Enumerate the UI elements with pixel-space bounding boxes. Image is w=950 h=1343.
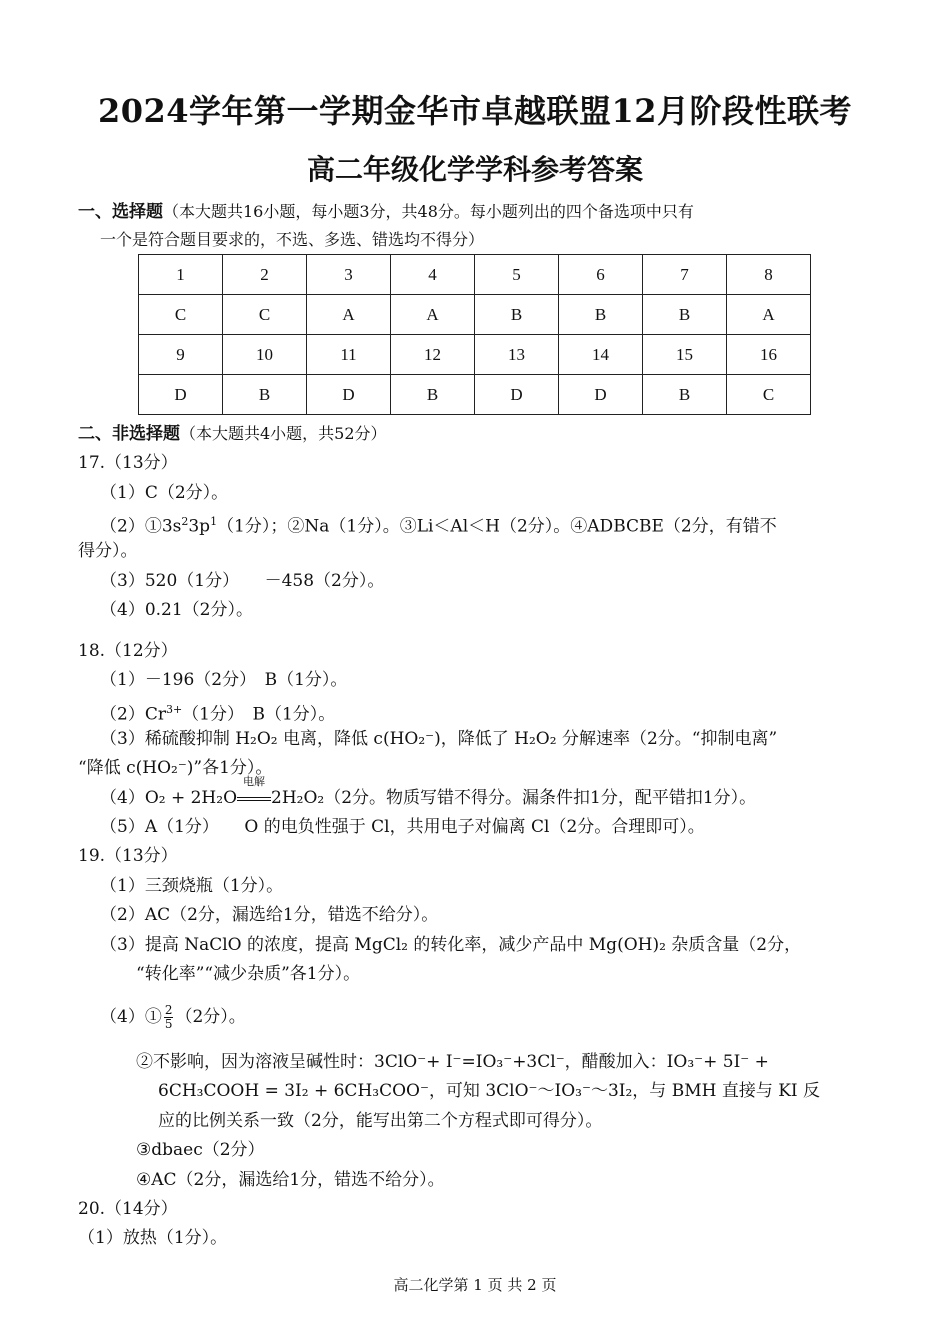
page-subtitle: 高二年级化学学科参考答案 bbox=[306, 153, 643, 186]
section2-note: （本大题共4小题，共52分） bbox=[180, 424, 387, 443]
q19-line5-cont2: 应的比例关系一致（2分，能写出第二个方程式即可得分）。 bbox=[158, 1111, 603, 1131]
q18-l2a: （2）Cr bbox=[100, 704, 166, 725]
electrolysis-condition bbox=[237, 775, 271, 809]
section1-heading-line bbox=[78, 201, 694, 223]
table-cell: C bbox=[727, 375, 811, 415]
fraction bbox=[164, 1004, 174, 1031]
table-cell: B bbox=[643, 295, 727, 335]
q17-l2a: （2）①3s bbox=[100, 516, 182, 537]
table-row bbox=[139, 375, 811, 415]
table-cell: D bbox=[139, 375, 223, 415]
q19-line3-cont: “转化率”“减少杂质”各1分）。 bbox=[136, 964, 361, 984]
q18-line2 bbox=[100, 699, 335, 726]
table-cell: 1 bbox=[139, 255, 223, 295]
table-cell: C bbox=[139, 295, 223, 335]
q19-line6: ③dbaec（2分） bbox=[136, 1140, 265, 1160]
table-cell: 14 bbox=[559, 335, 643, 375]
table-cell: 6 bbox=[559, 255, 643, 295]
table-cell: B bbox=[391, 375, 475, 415]
q17-line3: （3）520（1分） －458（2分）。 bbox=[100, 571, 385, 591]
q19-line4 bbox=[100, 1004, 246, 1031]
condition-label: 电解 bbox=[243, 775, 266, 788]
table-cell: 4 bbox=[391, 255, 475, 295]
q19-line7: ④AC（2分，漏选给1分，错选不给分）。 bbox=[136, 1170, 445, 1190]
q17-l2b: 3p bbox=[188, 516, 211, 537]
q18-line3: （3）稀硫酸抑制 H₂O₂ 电离，降低 c(HO₂⁻)，降低了 H₂O₂ 分解速率（2分。“抑制电离” bbox=[100, 729, 778, 749]
q18-line1: （1）－196（2分） B（1分）。 bbox=[100, 670, 348, 690]
q19-line5: ②不影响，因为溶液呈碱性时：3ClO⁻+ I⁻=IO₃⁻+3Cl⁻，醋酸加入：IO₃⁻+ 5I⁻ + bbox=[136, 1052, 769, 1072]
q19-l4b: （2分）。 bbox=[175, 1007, 246, 1027]
table-cell: D bbox=[475, 375, 559, 415]
table-cell: A bbox=[727, 295, 811, 335]
fraction-numerator: 2 bbox=[164, 1003, 173, 1017]
q19-l4a: （4）① bbox=[100, 1007, 162, 1027]
q19-line1: （1）三颈烧瓶（1分）。 bbox=[100, 876, 284, 896]
q18-head: 18.（12分） bbox=[78, 641, 178, 661]
table-cell: A bbox=[307, 295, 391, 335]
table-row bbox=[139, 295, 811, 335]
q18-line5: （5）A（1分） O 的电负性强于 Cl，共用电子对偏离 Cl（2分。合理即可）。 bbox=[100, 817, 705, 837]
section1-heading: 一、选择题 bbox=[78, 202, 163, 222]
q17-head: 17.（13分） bbox=[78, 453, 178, 473]
table-cell: A bbox=[391, 295, 475, 335]
table-cell: 5 bbox=[475, 255, 559, 295]
q17-sup2: 1 bbox=[210, 515, 218, 528]
fraction-denominator: 5 bbox=[164, 1017, 173, 1031]
q19-head: 19.（13分） bbox=[78, 846, 178, 866]
q17-line1: （1）C（2分）。 bbox=[100, 483, 229, 503]
table-cell: 10 bbox=[223, 335, 307, 375]
table-cell: D bbox=[307, 375, 391, 415]
section1-note-line2: 一个是符合题目要求的，不选、多选、错选均不得分） bbox=[100, 230, 485, 249]
table-cell: 15 bbox=[643, 335, 727, 375]
q18-line4 bbox=[100, 775, 757, 809]
section2-heading: 二、非选择题 bbox=[78, 424, 180, 444]
table-cell: B bbox=[475, 295, 559, 335]
q18-l4a: （4）O₂ + 2H₂O bbox=[100, 788, 238, 808]
answer-table bbox=[138, 254, 811, 415]
table-cell: D bbox=[559, 375, 643, 415]
page-footer: 高二化学第 1 页 共 2 页 bbox=[393, 1276, 557, 1294]
q18-line3-cont: “降低 c(HO₂⁻)”各1分）。 bbox=[78, 758, 273, 778]
table-cell: B bbox=[559, 295, 643, 335]
table-cell: 11 bbox=[307, 335, 391, 375]
table-cell: C bbox=[223, 295, 307, 335]
table-row bbox=[139, 335, 811, 375]
q20-line1: （1）放热（1分）。 bbox=[78, 1228, 228, 1248]
q19-line2: （2）AC（2分，漏选给1分，错选不给分）。 bbox=[100, 905, 439, 925]
table-cell: 9 bbox=[139, 335, 223, 375]
q20-head: 20.（14分） bbox=[78, 1199, 178, 1219]
table-cell: B bbox=[223, 375, 307, 415]
table-cell: 16 bbox=[727, 335, 811, 375]
table-cell: 2 bbox=[223, 255, 307, 295]
table-cell: 7 bbox=[643, 255, 727, 295]
q17-line4: （4）0.21（2分）。 bbox=[100, 600, 253, 620]
page-title: 2024学年第一学期金华市卓越联盟12月阶段性联考 bbox=[97, 92, 853, 130]
table-cell: 13 bbox=[475, 335, 559, 375]
q18-l4b: 2H₂O₂（2分。物质写错不得分。漏条件扣1分，配平错扣1分）。 bbox=[271, 788, 757, 808]
section2-heading-line bbox=[78, 423, 387, 445]
table-cell: B bbox=[643, 375, 727, 415]
q19-line5-cont1: 6CH₃COOH = 3I₂ + 6CH₃COO⁻，可知 3ClO⁻～IO₃⁻～3I₂，与 BMH 直接与 KI 反 bbox=[158, 1081, 821, 1101]
section1-note: （本大题共16小题，每小题3分，共48分。每小题列出的四个备选项中只有 bbox=[163, 202, 694, 221]
q18-l2b: （1分） B（1分）。 bbox=[182, 704, 336, 725]
table-cell: 8 bbox=[727, 255, 811, 295]
q17-line2 bbox=[100, 511, 777, 538]
table-cell: 12 bbox=[391, 335, 475, 375]
equals-sign bbox=[237, 797, 271, 801]
q18-sup: 3+ bbox=[165, 703, 183, 716]
q17-line2-cont: 得分）。 bbox=[78, 541, 138, 561]
q19-line3: （3）提高 NaClO 的浓度，提高 MgCl₂ 的转化率，减少产品中 Mg(OH)₂ 杂质含量（2分， bbox=[100, 935, 802, 955]
q17-l2c: （1分）；②Na（1分）。③Li＜Al＜H（2分）。④ADBCBE（2分，有错不 bbox=[217, 516, 777, 537]
table-cell: 3 bbox=[307, 255, 391, 295]
table-row bbox=[139, 255, 811, 295]
q17-sup1: 2 bbox=[181, 515, 189, 528]
